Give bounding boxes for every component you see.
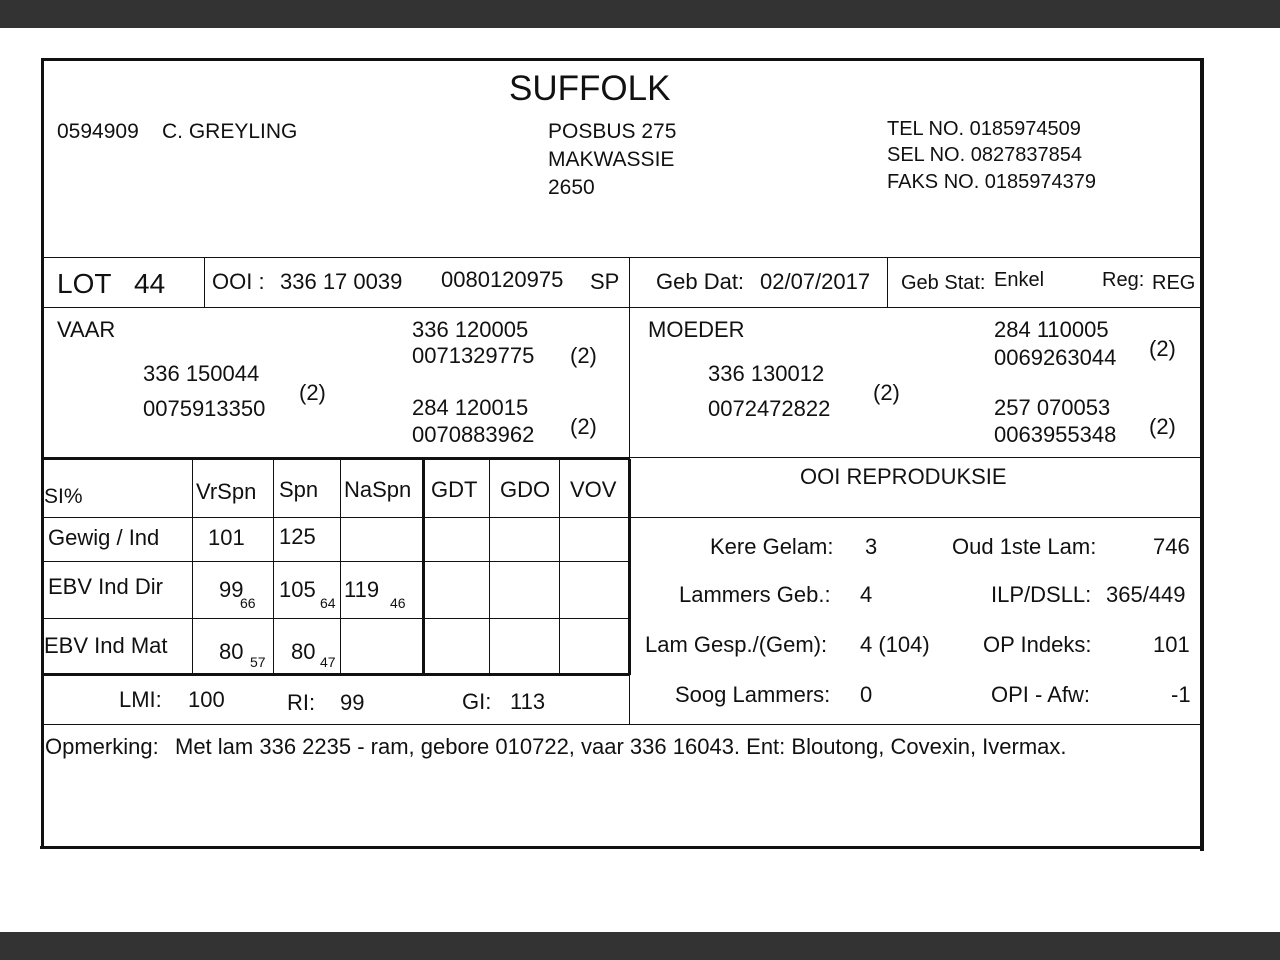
rule-pedigree-right [630,457,1202,458]
ilp-label: ILP/DSLL: [991,582,1092,607]
vrule-perf-end [628,459,631,675]
address-line2: MAKWASSIE [548,148,675,171]
perf-cell: 99 [219,577,244,602]
sire-dam-num: 0070883962 [412,422,535,447]
birth-stat: Enkel [994,269,1045,291]
perf-accuracy: 64 [320,595,336,611]
reg-label: Reg: [1102,269,1145,291]
vrule-perf-gdt [489,459,490,675]
perf-header-gdo: GDO [500,477,551,502]
ewe-reg-no: 0080120975 [441,267,564,292]
rule-perf-bottom [42,673,630,676]
dam-dam-id: 257 070053 [994,395,1111,420]
dam-sire-grade: (2) [1149,336,1176,361]
remark-text: Met lam 336 2235 - ram, gebore 010722, vaar 336 16043. Ent: Bloutong, Covexin, Ivermax. [175,734,1067,759]
ewe-code: SP [590,269,620,294]
vrule-perf-spn [340,459,341,675]
op-label: OP Indeks: [983,632,1092,657]
sire-label: VAAR [57,317,116,342]
rule-pedigree [42,457,630,460]
perf-cell: 125 [279,524,316,549]
rule-repro-title [630,517,1202,518]
border-top [42,58,1204,61]
vrule-perf-gdo [559,459,560,675]
sire-grade: (2) [299,380,326,405]
rule-perf-row2 [42,618,630,619]
perf-header-vrspn: VrSpn [196,479,257,504]
border-left [41,58,44,849]
perf-cell: 80 [219,639,244,664]
opi-value: -1 [1171,682,1191,707]
dam-sire-id: 284 110005 [994,317,1109,342]
op-value: 101 [1153,632,1190,657]
sire-dam-grade: (2) [570,414,597,439]
lammers-label: Lammers Geb.: [679,582,831,607]
address-line1: POSBUS 275 [548,120,677,143]
ilp-value: 365/449 [1106,582,1186,607]
oud-value: 746 [1153,534,1190,559]
rule-perf-header [42,517,630,518]
opi-label: OPI - Afw: [991,682,1091,707]
owner-name: C. GREYLING [162,120,298,143]
perf-cell: 105 [279,577,316,602]
dam-dam-grade: (2) [1149,414,1176,439]
ri-value: 99 [340,690,365,715]
vrule-birth [887,257,888,307]
rule-lot [42,307,1202,308]
perf-cell: 80 [291,639,316,664]
address-line3: 2650 [548,176,595,199]
dam-num: 0072472822 [708,396,831,421]
oud-label: Oud 1ste Lam: [952,534,1097,559]
perf-accuracy: 46 [390,595,406,611]
perf-row-label: EBV Ind Mat [44,633,168,658]
ewe-id: 336 17 0039 [280,269,403,294]
perf-row-label: EBV Ind Dir [48,574,163,599]
ewe-label: OOI : [212,269,265,294]
lot-number: 44 [134,268,166,299]
sire-id: 336 150044 [143,361,260,386]
birth-date: 02/07/2017 [760,269,871,294]
gi-label: GI: [462,689,492,714]
perf-row-label: Gewig / Ind [48,525,160,550]
perf-header-si: SI% [44,485,83,508]
perf-header-vov: VOV [570,477,617,502]
vrule-lot [204,257,205,307]
gesp-value: 4 (104) [860,632,930,657]
perf-header-gdt: GDT [431,477,478,502]
owner-code: 0594909 [57,120,139,143]
border-right [1200,58,1204,851]
breed-title: SUFFOLK [509,69,671,108]
soog-label: Soog Lammers: [675,682,831,707]
kere-value: 3 [865,534,878,559]
ri-label: RI: [287,690,316,715]
vrule-perf-label [192,459,193,675]
gi-value: 113 [510,689,546,714]
contact-sel: SEL NO. 0827837854 [887,144,1082,166]
rule-header [42,257,1202,258]
perf-accuracy: 57 [250,654,266,670]
rule-remark [42,724,1202,725]
perf-accuracy: 66 [240,595,256,611]
sire-num: 0075913350 [143,396,266,421]
birth-date-label: Geb Dat: [656,269,745,294]
dam-sire-num: 0069263044 [994,345,1117,370]
perf-accuracy: 47 [320,654,336,670]
lot-label: LOT [57,268,112,299]
vrule-perf-group [422,459,425,675]
contact-tel: TEL NO. 0185974509 [887,118,1081,140]
soog-value: 0 [860,682,873,707]
vrule-perf-vrspn [273,459,274,675]
dam-label: MOEDER [648,317,745,342]
lammers-value: 4 [860,582,873,607]
perf-header-spn: Spn [279,477,319,502]
lmi-label: LMI: [119,687,162,712]
gesp-label: Lam Gesp./(Gem): [645,632,828,657]
lmi-value: 100 [188,687,225,712]
perf-cell: 101 [208,525,245,550]
dam-dam-num: 0063955348 [994,422,1117,447]
birth-stat-label: Geb Stat: [901,272,986,294]
dam-grade: (2) [873,380,900,405]
remark-label: Opmerking: [45,734,159,759]
sire-sire-id: 336 120005 [412,317,529,342]
sire-sire-num: 0071329775 [412,343,535,368]
reg-value: REG [1152,272,1196,294]
dam-id: 336 130012 [708,361,825,386]
border-bottom [40,846,1202,849]
kere-label: Kere Gelam: [710,534,834,559]
sire-dam-id: 284 120015 [412,395,529,420]
rule-perf-row1 [42,561,630,562]
perf-cell: 119 [344,577,380,602]
perf-header-naspn: NaSpn [344,477,412,502]
contact-faks: FAKS NO. 0185974379 [887,171,1097,193]
sire-sire-grade: (2) [570,343,597,368]
repro-title: OOI REPRODUKSIE [800,464,1007,489]
